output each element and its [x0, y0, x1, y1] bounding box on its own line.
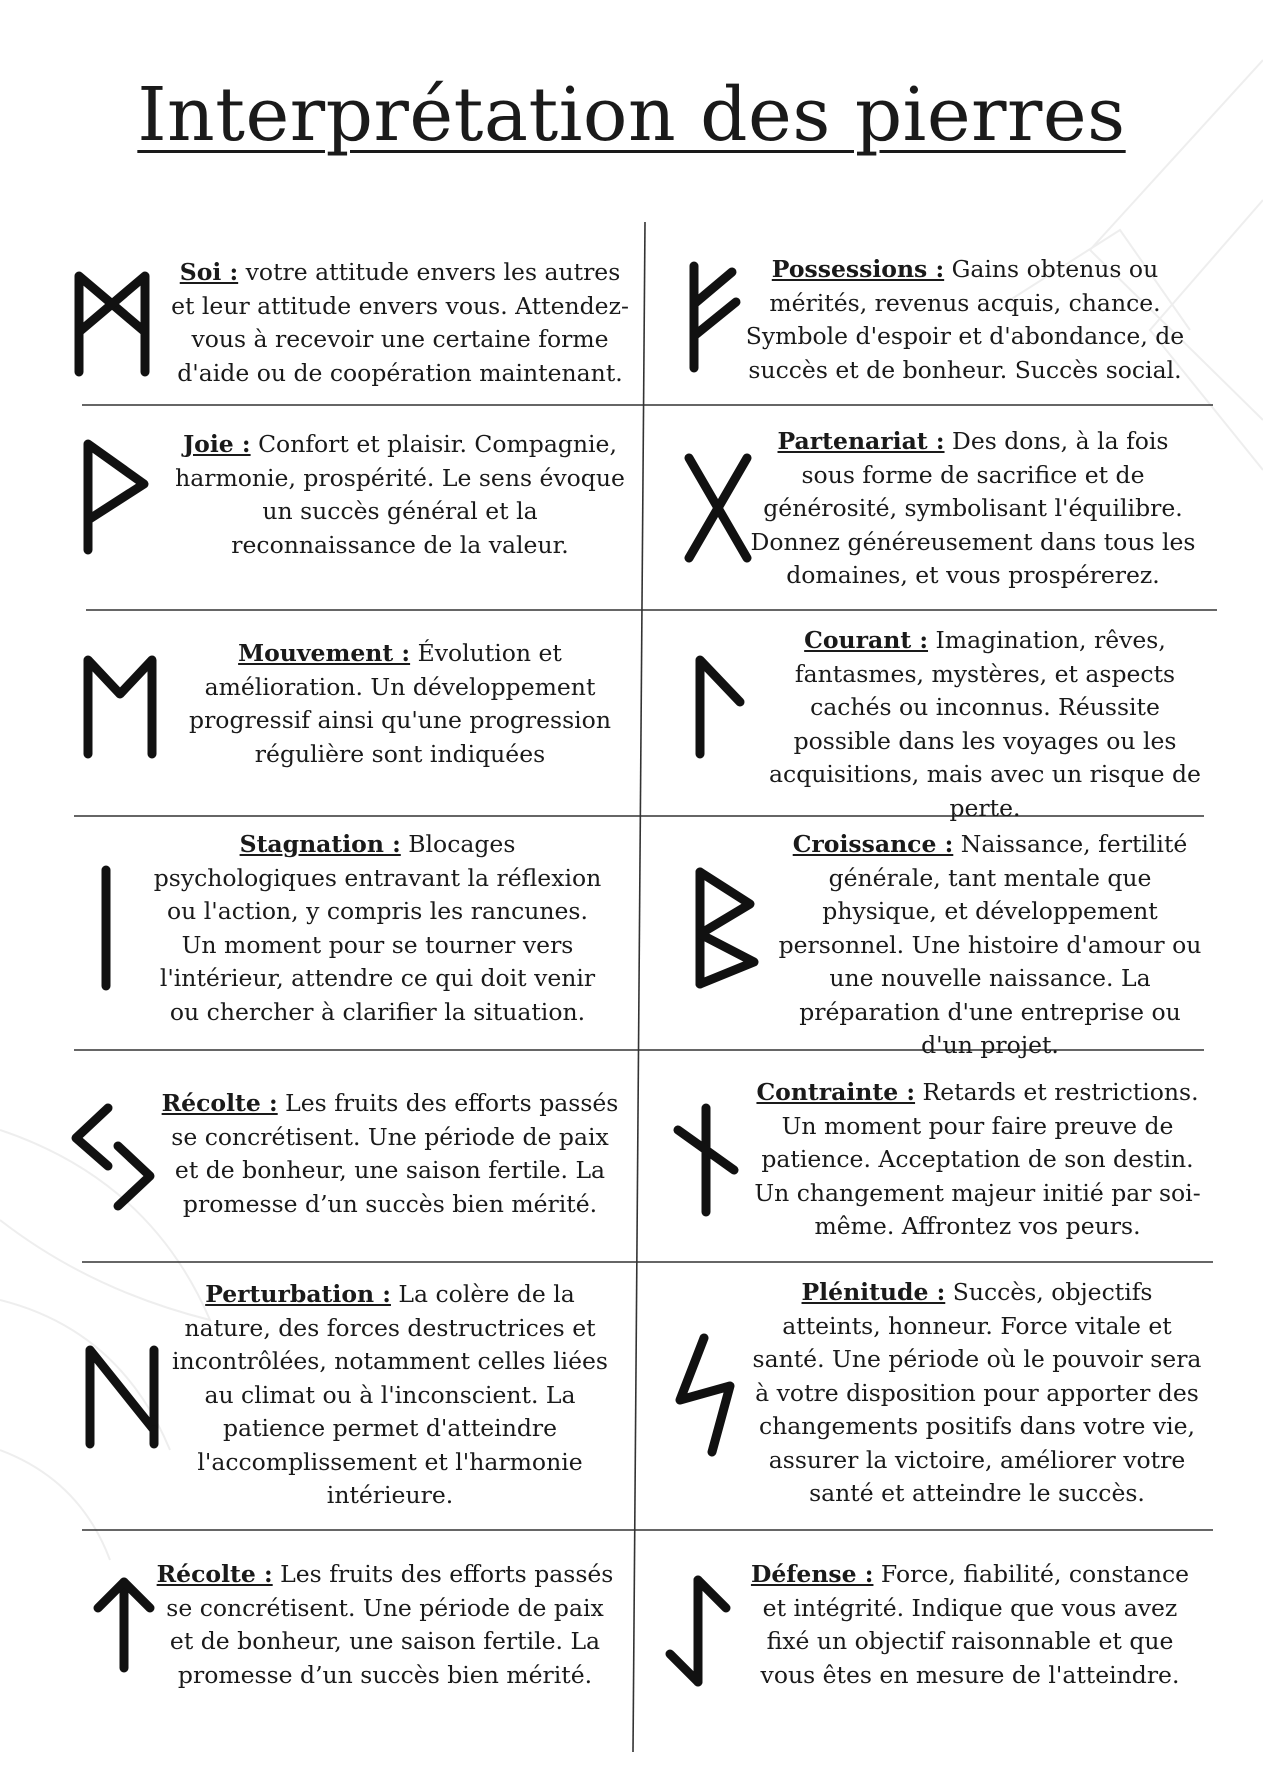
entry-recolte-2 [155, 1558, 615, 1692]
entry-defense [740, 1558, 1200, 1692]
entry-possessions [745, 253, 1185, 387]
entry-text: Naissance, fertilité générale, tant mentale que physique, et développement personnel. Une histoire d'amour ou une nouvelle naissance. La préparation d'une entreprise ou d'un projet. [778, 830, 1202, 1059]
entry-text: Imagination, rêves, fantasmes, mystères, et aspects cachés ou inconnus. Réussite possible dans les voyages ou les acquisitions, mais avec un risque de perte. [769, 626, 1201, 822]
entry-term: Possessions : [771, 255, 945, 283]
entry-term: Joie : [183, 430, 251, 458]
entry-term: Plénitude : [801, 1278, 946, 1306]
entry-text: Les fruits des efforts passés se concrétisent. Une période de paix et de bonheur, une saison fertile. La promesse d’un succès bien mérité. [171, 1089, 619, 1218]
entry-term: Stagnation : [239, 830, 401, 858]
entry-perturbation [170, 1278, 610, 1513]
entry-text: Des dons, à la fois sous forme de sacrifice et de générosité, symbolisant l'équilibre. Donnez généreusement dans tous les domaines, et vous prospérerez. [750, 427, 1196, 589]
hagalaz-rune-icon [80, 1340, 164, 1452]
berkano-rune-icon [688, 862, 768, 994]
entry-term: Croissance : [792, 830, 954, 858]
entry-mouvement [180, 637, 620, 771]
entry-term: Récolte : [156, 1560, 273, 1588]
entry-text: La colère de la nature, des forces destructrices et incontrôlées, notamment celles liées au climat ou à l'inconscient. La patience permet d'atteindre l'accomplissement et l'harmonie intérieure. [172, 1280, 608, 1509]
entry-text: Les fruits des efforts passés se concrétisent. Une période de paix et de bonheur, une saison fertile. La promesse d’un succès bien mérité. [166, 1560, 614, 1689]
fehu-rune-icon [674, 258, 754, 376]
entry-term: Contrainte : [756, 1078, 916, 1106]
jera-rune-icon [68, 1100, 158, 1216]
entry-term: Mouvement : [238, 639, 411, 667]
entry-text: Retards et restrictions. Un moment pour faire preuve de patience. Acceptation de son destin. Un changement majeur initié par soi-même. Affrontez vos peurs. [754, 1078, 1201, 1240]
entry-joie [170, 428, 630, 562]
entry-contrainte [745, 1076, 1210, 1244]
page-title: Interprétation des pierres [137, 72, 1126, 158]
tiwaz-rune-icon [86, 1572, 162, 1676]
eihwaz-rune-icon [658, 1570, 738, 1690]
entry-text: Force, fiabilité, constance et intégrité. Indique que vous avez fixé un objectif raisonnable et que vous êtes en mesure de l'atteindre. [760, 1560, 1190, 1689]
entry-croissance [770, 828, 1210, 1063]
entry-recolte-1 [160, 1087, 620, 1221]
entry-text: Blocages psychologiques entravant la réflexion ou l'action, y compris les rancunes. Un moment pour se tourner vers l'intérieur, attendre ce qui doit venir ou chercher à clarifier la situation. [153, 830, 602, 1026]
mannaz-rune-icon [67, 268, 157, 378]
entry-soi [170, 256, 630, 390]
entry-plenitude [752, 1276, 1202, 1511]
isa-rune-icon [86, 862, 126, 994]
entry-term: Partenariat : [777, 427, 945, 455]
vertical-divider [633, 222, 645, 1752]
entry-term: Défense : [750, 1560, 874, 1588]
nauthiz-rune-icon [668, 1100, 744, 1220]
entry-term: Perturbation : [205, 1280, 391, 1308]
entry-text: Succès, objectifs atteints, honneur. Force vitale et santé. Une période où le pouvoir sera à votre disposition pour apporter des changements positifs dans votre vie, assurer la victoire, améliorer votre santé et atteindre le succès. [752, 1278, 1202, 1507]
entry-text: votre attitude envers les autres et leur attitude envers vous. Attendez-vous à recevoir une certaine forme d'aide ou de coopération maintenant. [171, 258, 629, 387]
entry-partenariat [748, 425, 1198, 593]
ehwaz-rune-icon [78, 650, 162, 762]
entry-term: Soi : [179, 258, 239, 286]
entry-text: Confort et plaisir. Compagnie, harmonie, prospérité. Le sens évoque un succès général et la reconnaissance de la valeur. [175, 430, 625, 559]
sowilo-rune-icon [668, 1330, 748, 1460]
entry-term: Courant : [804, 626, 929, 654]
entry-term: Récolte : [161, 1089, 278, 1117]
entry-text: Gains obtenus ou mérités, revenus acquis, chance. Symbole d'espoir et d'abondance, de succès et de bonheur. Succès social. [745, 255, 1185, 384]
entry-courant [760, 624, 1210, 825]
entry-text: Évolution et amélioration. Un développement progressif ainsi qu'une progression régulière sont indiquées [189, 639, 611, 768]
wunjo-rune-icon [72, 436, 162, 558]
laguz-rune-icon [684, 650, 754, 762]
entry-stagnation [150, 828, 605, 1029]
